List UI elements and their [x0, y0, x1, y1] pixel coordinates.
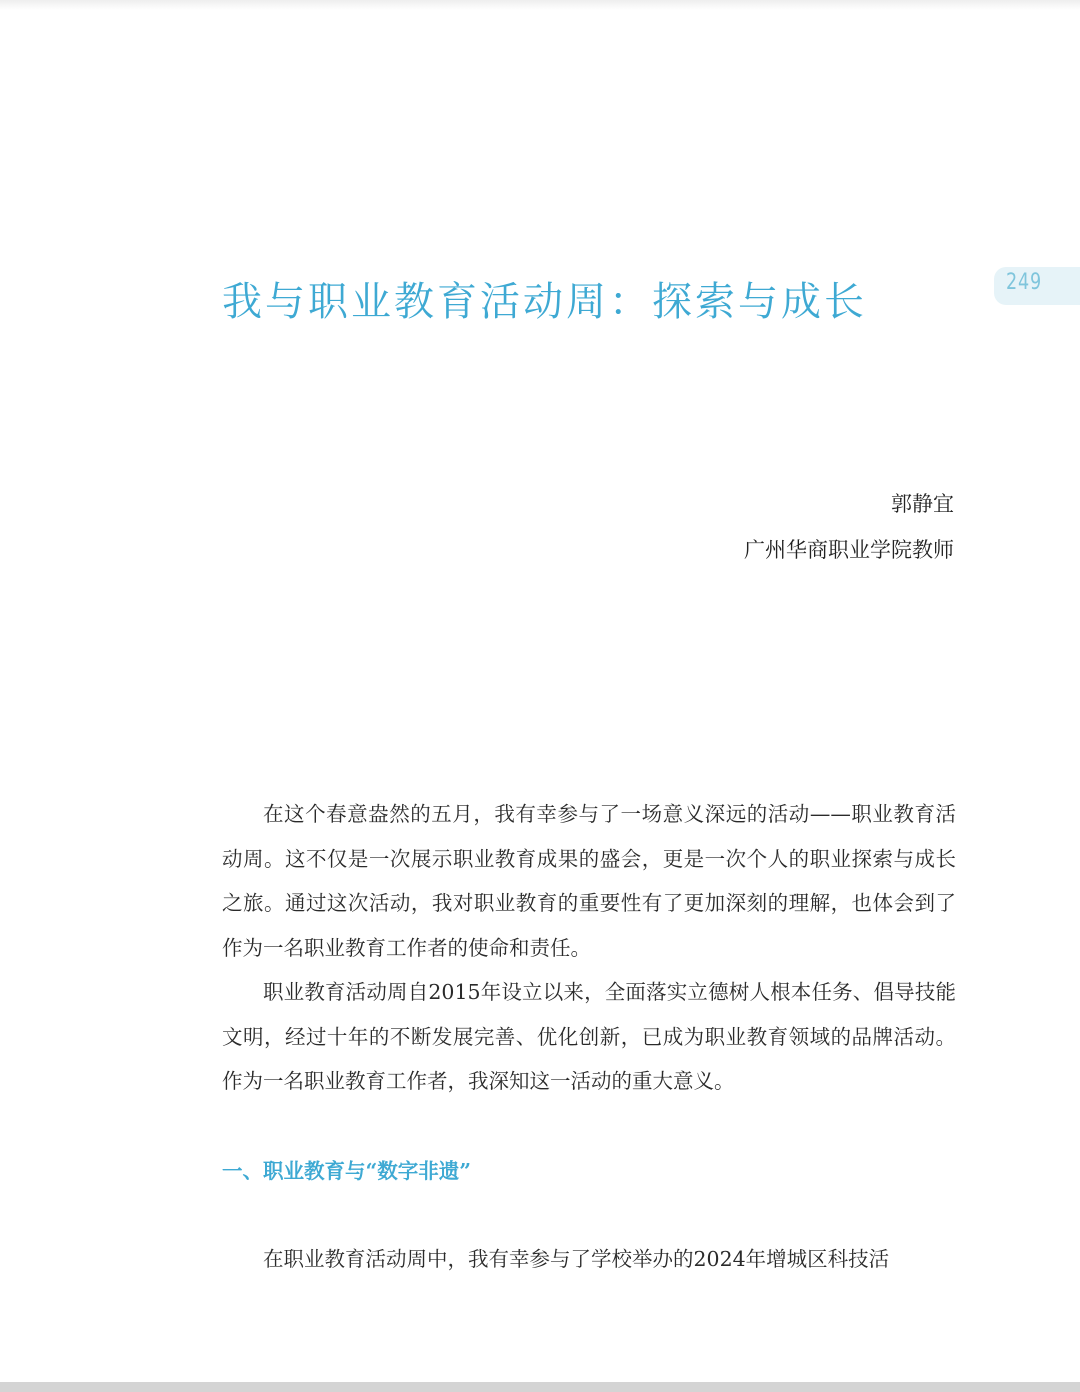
section-heading: 一、职业教育与“数字非遗”	[222, 1159, 472, 1183]
section-text	[222, 1237, 956, 1282]
paragraph-2: 职业教育活动周自2015年设立以来，全面落实立德树人根本任务、倡导技能文明，经过十年的不断发展完善、优化创新，已成为职业教育领域的品牌活动。作为一名职业教育工作者，我深知这一活动的重大意义。	[222, 980, 956, 1093]
author-affiliation: 广州华商职业学院教师	[744, 538, 954, 562]
page-top-edge	[0, 0, 1080, 10]
page-bottom-edge	[0, 1382, 1080, 1392]
page-number: 249	[1006, 270, 1042, 295]
section-paragraph-1: 在职业教育活动周中，我有幸参与了学校举办的2024年增城区科技活	[263, 1247, 890, 1271]
article-title: 我与职业教育活动周：探索与成长	[222, 279, 867, 325]
author-name: 郭静宜	[891, 492, 954, 516]
paragraph-1: 在这个春意盎然的五月，我有幸参与了一场意义深远的活动——职业教育活动周。这不仅是一次展示职业教育成果的盛会，更是一次个人的职业探索与成长之旅。通过这次活动，我对职业教育的重要性有了更加深刻的理解，也体会到了作为一名职业教育工作者的使命和责任。	[222, 802, 956, 960]
intro-text	[222, 792, 956, 1104]
